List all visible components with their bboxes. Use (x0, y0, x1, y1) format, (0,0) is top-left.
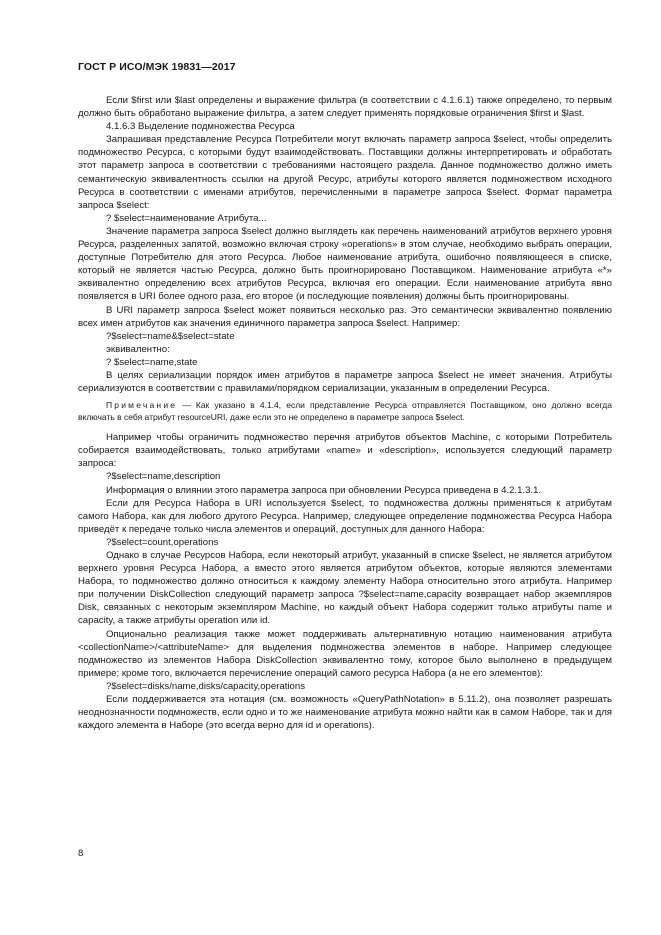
code-line: ?$select=name,description (106, 471, 221, 483)
body-paragraph: Значение параметра запроса $select должно выглядеть как перечень наименований атрибутов верхнего уровня Ресурса, разделенных запятой, возможно включая строку «operations» в этом случае, необходимо выбрать операции, доступные Потребителю для этого Ресурса. Любое наименование атрибута, ошибочно появляющееся в списке, который не является частью Ресурса, должно быть проигнорировано Поставщиком. Наименование атрибута «*» эквивалентно определению всех атрибутов Ресурса, включая его операции. Если наименование атрибута явно появляется в URI более одного раза, его второе (и последующие появления) должны быть проигнорированы. (78, 225, 612, 303)
code-line: ?$select=disks/name,disks/capacity,operations (106, 680, 305, 692)
page-header: ГОСТ Р ИСО/МЭК 19831—2017 (78, 61, 236, 73)
note-paragraph (78, 399, 612, 423)
body-paragraph: В целях сериализации порядок имен атрибутов в параметре запроса $select не имеет значения. Атрибуты сериализуются в соответствии с правилами/порядком сериализации, указанным в определении Ресурса. (78, 369, 612, 395)
body-paragraph: В URI параметр запроса $select может появиться несколько раз. Это семантически эквивалентно появлению всех имен атрибутов как значения единичного параметра запроса $select. Например: (78, 304, 612, 329)
body-paragraph: Запрашивая представление Ресурса Потребители могут включать параметр запроса $select, чтобы определить подмножество Ресурса, с которыми будут взаимодействовать. Поставщики должны интерпретировать и обработать этот параметр запроса в соответствии с требованиями настоящего раздела. Данное подмножество должно иметь семантическую эквивалентность ссылки на другой Ресурс, атрибуты которого является подмножеством исходного Ресурса в соответствии с именами атрибутов, перечисленными в параметре запроса $select. Формат параметра запроса $select: (78, 134, 612, 211)
body-paragraph: Информация о влиянии этого параметра запроса при обновлении Ресурса приведена в 4.2.1.3.1. (106, 484, 542, 496)
note-text: — Как указано в 4.1.4, если представление Ресурса отправляется Поставщиком, оно должно всегда включать в себя атрибут resourceURI, даже если это не определено в параметре запроса $select. (78, 400, 612, 423)
code-line: ?$select=count,operations (106, 536, 219, 548)
page-number: 8 (78, 848, 84, 859)
body-paragraph: Если поддерживается эта нотация (см. возможность «QueryPathNotation» в 5.11.2), она позволяет разрешать неоднозначности подмножеств, если одно и то же наименование атрибута можно найти как в самом Наборе, так и для каждого элемента в Наборе (это всегда верно для id и operations). (78, 694, 612, 732)
body-paragraph: Если $first или $last определены и выражение фильтра (в соответствии с 4.1.6.1) также определено, то первым должно быть обработано выражение фильтра, а затем следует применять порядковые ограничения $first и $last. (78, 95, 612, 120)
body-paragraph: Опционально реализация также может поддерживать альтернативную нотацию наименования атрибута <collectionName>/<attributeName> для выделения подмножества элементов в наборе. Например следующее подмножество из элементов Набора DiskCollection эквивалентно тому, которое было выполнено в предыдущем примере; кроме того, включается перечисление операций самого ресурса Набора (а не его элементов): (78, 628, 612, 679)
body-paragraph: Например чтобы ограничить подмножество перечня атрибутов объектов Machine, с которыми Потребитель собирается взаимодействовать, только атрибутами «name» и «description», используется следующий параметр запроса: (78, 432, 612, 470)
note-label: Примечание (106, 400, 178, 411)
body-paragraph: Однако в случае Ресурсов Набора, если некоторый атрибут, указанный в списке $select, не является атрибутом верхнего уровня Ресурса Набора, а вместо этого является атрибутом объектов, которые являются элементами Набора, то подмножество должно относиться к каждому элементу Набора относительно этого атрибута. Например при получении DiskCollection следующий параметр запроса ?$select=name,capacity возвращает набор экземпляров Disk, связанных с некоторым экземпляром Machine, но каждый объект Набора содержит только атрибуты name и capacity, а также атрибуты operation или id. (78, 550, 612, 627)
code-line: ? $select=наименование Атрибута... (106, 212, 267, 224)
code-line: ?$select=name&$select=state (106, 330, 235, 342)
code-line: ? $select=name,state (106, 356, 198, 368)
code-line: эквивалентно: (106, 343, 170, 355)
code-line: 4.1.6.3 Выделение подмножества Ресурса (106, 121, 295, 133)
document-body (78, 94, 612, 732)
body-paragraph: Если для Ресурса Набора в URI используется $select, то подмножества должны применяться к атрибутам самого Набора, как для любого другого Ресурса. Например, следующее определение подмножества Ресурса Набора приведёт к передаче только числа элементов и операций, доступных для данного Набора: (78, 497, 612, 535)
